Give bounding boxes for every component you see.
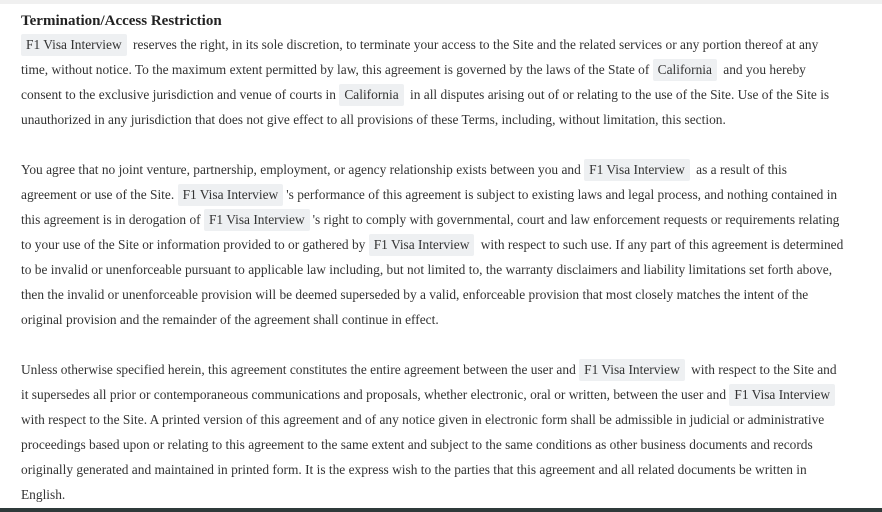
paragraph-text: Unless otherwise specified herein, this agreement constitutes the entire agreement between the user and bbox=[21, 362, 576, 377]
paragraph-text: with respect to the Site and it supersedes all prior or contemporaneous communications and proposals, whether electronic, oral or written, between the user and bbox=[21, 362, 837, 402]
terms-content bbox=[21, 10, 845, 507]
entity-tag: F1 Visa Interview bbox=[21, 34, 127, 56]
entity-tag: F1 Visa Interview bbox=[178, 184, 284, 206]
entity-tag: F1 Visa Interview bbox=[579, 359, 685, 381]
entity-tag: F1 Visa Interview bbox=[204, 209, 310, 231]
paragraph-termination bbox=[21, 32, 845, 132]
paragraph-text: as a result of this agreement or use of the Site. bbox=[21, 162, 787, 202]
paragraph-text: with respect to the Site. A printed version of this agreement and of any notice given in electronic form shall be admissible in judicial or administrative proceedings based upon or relating to this agreement to the same extent and subject to the same conditions as other business documents and records originally generated and maintained in printed form. It is the express wish to the parties that this agreement and all related documents be written in English. bbox=[21, 412, 825, 502]
section-title: Termination/Access Restriction bbox=[21, 13, 222, 29]
state-tag: California bbox=[339, 84, 403, 106]
paragraph-text: 's performance of this agreement is subject to existing laws and legal process, and nothing contained in this agreement is in derogation of bbox=[21, 187, 838, 227]
paragraph-text: in all disputes arising out of or relating to the use of the Site. Use of the Site is unauthorized in any jurisdiction that does not give effect to all provisions of these Terms, including, without limitation, this section. bbox=[21, 87, 830, 127]
paragraph-entire-agreement bbox=[21, 357, 845, 507]
paragraph-relationship bbox=[21, 157, 845, 332]
paragraph-text: reserves the right, in its sole discretion, to terminate your access to the Site and the related services or any portion thereof at any time, without notice. To the maximum extent permitted by law, this agreement is governed by the laws of the State of bbox=[21, 37, 819, 77]
paragraph-text: and you hereby consent to the exclusive jurisdiction and venue of courts in bbox=[21, 62, 806, 102]
paragraph-text: 's right to comply with governmental, court and law enforcement requests or requirements relating to your use of the Site or information provided to or gathered by bbox=[21, 212, 840, 252]
state-tag: California bbox=[653, 59, 717, 81]
entity-tag: F1 Visa Interview bbox=[584, 159, 690, 181]
paragraph-text: You agree that no joint venture, partnership, employment, or agency relationship exists between you and bbox=[21, 162, 581, 177]
entity-tag: F1 Visa Interview bbox=[369, 234, 475, 256]
entity-tag: F1 Visa Interview bbox=[729, 384, 835, 406]
paragraph-text: with respect to such use. If any part of this agreement is determined to be invalid or unenforceable pursuant to applicable law including, but not limited to, the warranty disclaimers and liability limitations set forth above, then the invalid or unenforceable provision will be deemed superseded by a valid, enforceable provision that most closely matches the intent of the original provision and the remainder of the agreement shall continue in effect. bbox=[21, 237, 844, 327]
